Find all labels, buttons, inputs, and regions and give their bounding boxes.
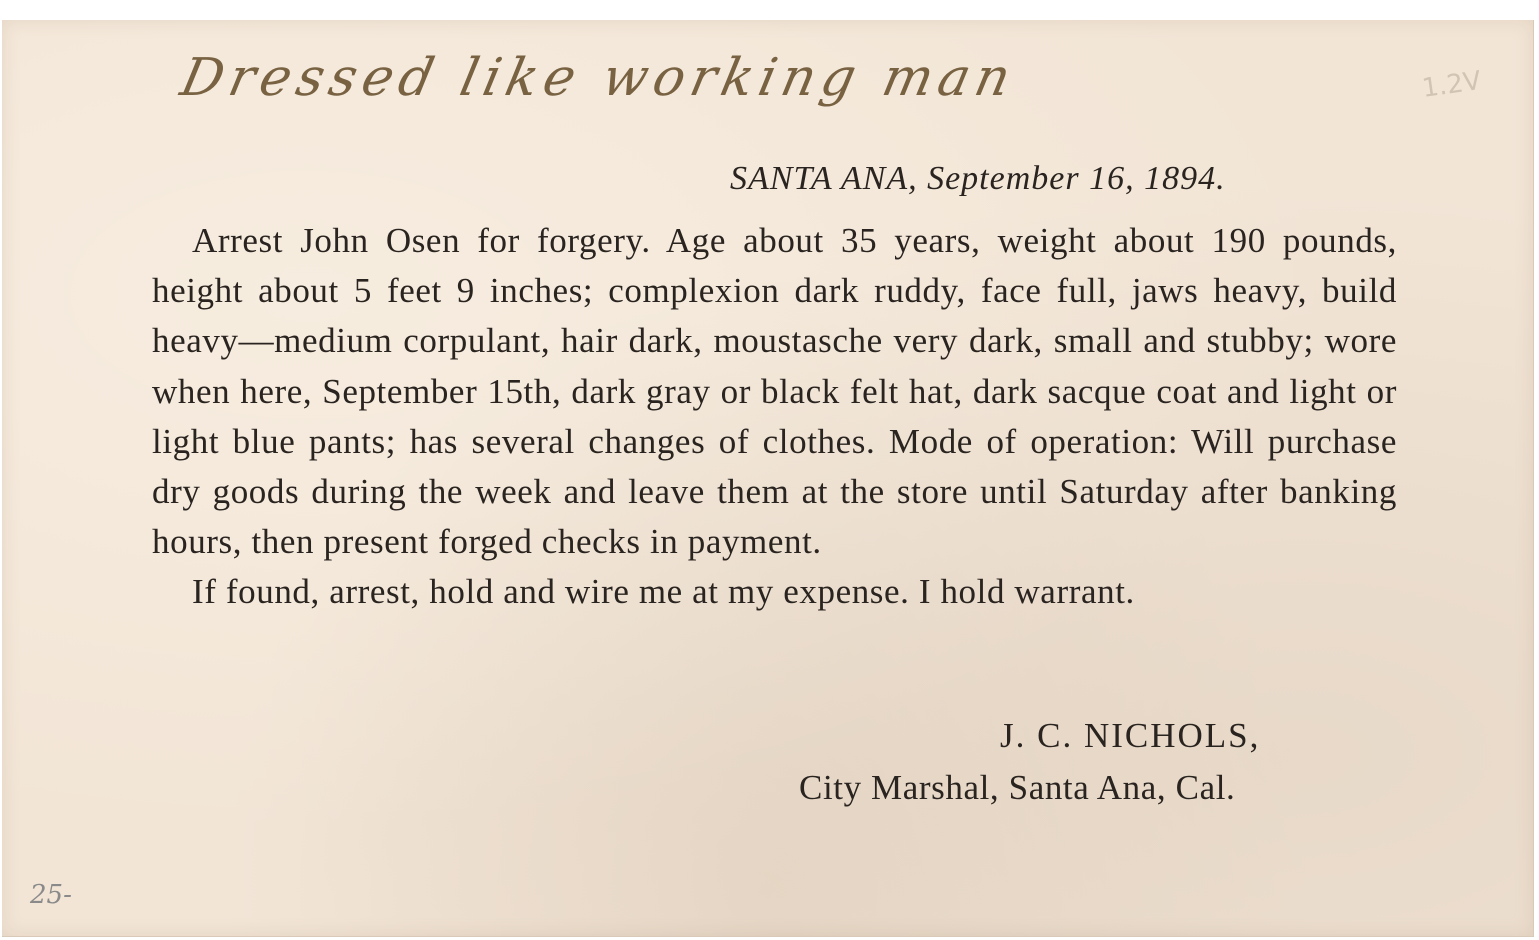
notice-body [152, 216, 1397, 618]
handwritten-note: Dressed like working man [175, 48, 1022, 108]
notice-paragraph-instructions: If found, arrest, hold and wire me at my expense. I hold warrant. [192, 572, 1135, 612]
signature-name: J. C. NICHOLS, [1000, 716, 1261, 755]
corner-annotation: 25- [30, 880, 72, 910]
notice-paragraph-description: Arrest John Osen for forgery. Age about 35 years, weight about 190 pounds, height about 5 feet 9 inches; complexion dark ruddy, face full, jaws heavy, build heavy—medium corpulant, hair dark, moustasche very dark, small and stubby; wore when here, September 15th, dark gray or black felt hat, dark sacque coat and light or light blue pants; has several changes of clothes. Mode of operation: Will purchase dry goods during the week and leave them at the store until Saturday after banking hours, then present forged checks in payment. [152, 221, 1397, 562]
signature-title: City Marshal, Santa Ana, Cal. [799, 768, 1236, 807]
dateline: SANTA ANA, September 16, 1894. [730, 160, 1226, 197]
card [2, 20, 1534, 937]
pencil-annotation: 1.2V [1420, 66, 1483, 104]
